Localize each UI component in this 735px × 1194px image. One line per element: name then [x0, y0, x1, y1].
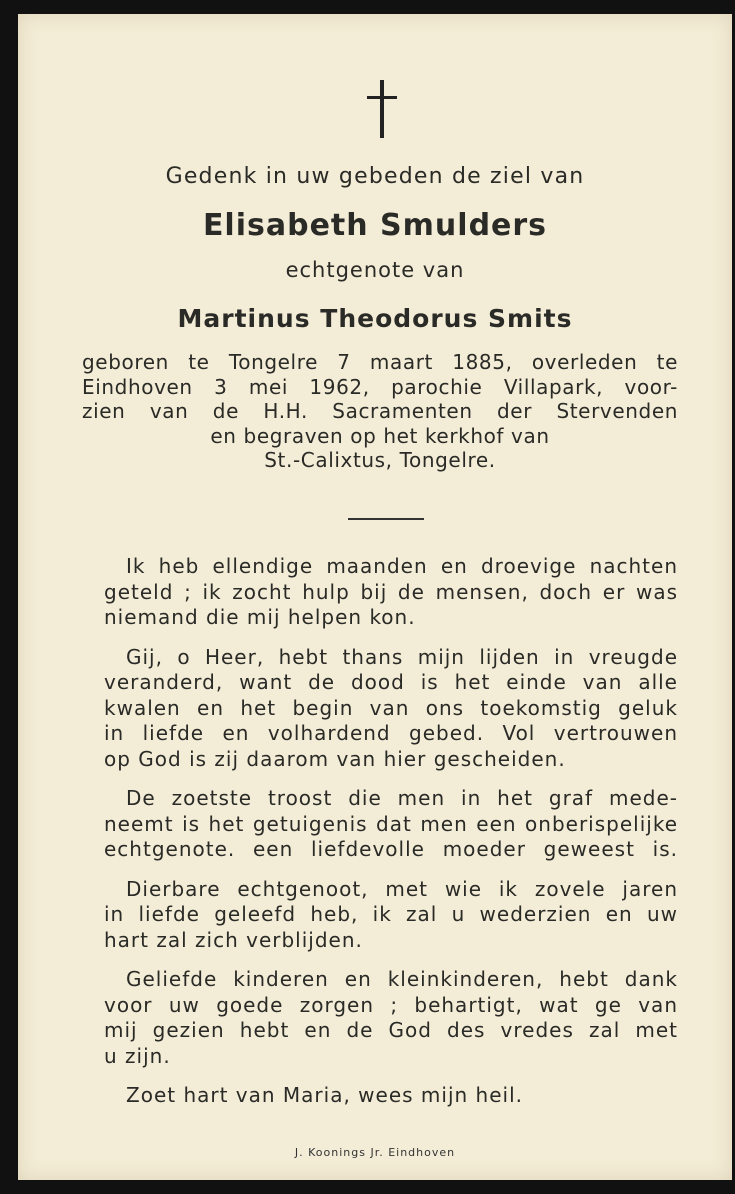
biography-line: geboren te Tongelre 7 maart 1885, overleden te — [82, 350, 678, 374]
verse-paragraph — [104, 1083, 678, 1109]
verse-paragraph — [104, 645, 678, 773]
verse-line: niemand die mij helpen kon. — [104, 605, 416, 629]
verse-paragraph — [104, 877, 678, 954]
verse-line: neemt is het getuigenis dat men een onberispelijke — [104, 811, 678, 836]
biography-line: Eindhoven 3 mei 1962, parochie Villapark, voor- — [82, 374, 678, 399]
memorial-intro: Gedenk in uw gebeden de ziel van — [165, 164, 585, 189]
biography-line: en begraven op het kerkhof van — [210, 423, 550, 448]
biography-line: zien van de H.H. Sacramenten der Stervenden — [82, 399, 678, 423]
verse-line: veranderd, want de dood is het einde van alle — [104, 670, 678, 694]
verse-line: Dierbare echtgenoot, met wie ik zovele jaren — [126, 876, 678, 901]
biography — [82, 350, 678, 473]
memorial-card — [18, 14, 732, 1180]
verse-line: De zoetste troost die men in het graf mede- — [126, 786, 678, 810]
verse-line: in liefde geleefd heb, ik zal u wederzien en uw — [104, 902, 678, 926]
verse-line: mij gezien hebt en de God des vredes zal met — [104, 1018, 678, 1042]
verse-line: echtgenote. een liefdevolle moeder geweest is. — [104, 837, 678, 861]
verse-line: in liefde en volhardend gebed. Vol vertrouwen — [104, 721, 678, 745]
verse-line: geteld ; ik zocht hulp bij de mensen, doch er was — [104, 579, 678, 604]
deceased-name: Elisabeth Smulders — [202, 208, 548, 243]
memorial-verses — [104, 554, 678, 1123]
verse-line: voor uw goede zorgen ; behartigt, wat ge van — [104, 992, 678, 1017]
verse-paragraph — [104, 554, 678, 631]
verse-line: Zoet hart van Maria, wees mijn heil. — [126, 1083, 524, 1107]
verse-line: Gij, o Heer, hebt thans mijn lijden in vreugde — [126, 644, 678, 669]
card-content — [18, 14, 732, 1180]
verse-line: hart zal zich verblijden. — [104, 927, 363, 952]
verse-line: op God is zij daarom van hier gescheiden. — [104, 746, 566, 771]
spouse-intro: echtgenote van — [285, 258, 465, 282]
divider — [348, 518, 424, 520]
spouse-name: Martinus Theodorus Smits — [177, 304, 573, 333]
verse-line: Geliefde kinderen en kleinkinderen, hebt dank — [126, 967, 678, 991]
printer-credit: J. Koonings Jr. Eindhoven — [294, 1146, 456, 1159]
verse-line: Ik heb ellendige maanden en droevige nachten — [126, 554, 678, 578]
verse-line: u zijn. — [104, 1043, 171, 1068]
verse-paragraph — [104, 967, 678, 1069]
biography-line: St.-Calixtus, Tongelre. — [264, 448, 496, 472]
verse-paragraph — [104, 786, 678, 863]
verse-line: kwalen en het begin van ons toekomstig geluk — [104, 695, 678, 720]
cross-icon — [380, 80, 384, 138]
